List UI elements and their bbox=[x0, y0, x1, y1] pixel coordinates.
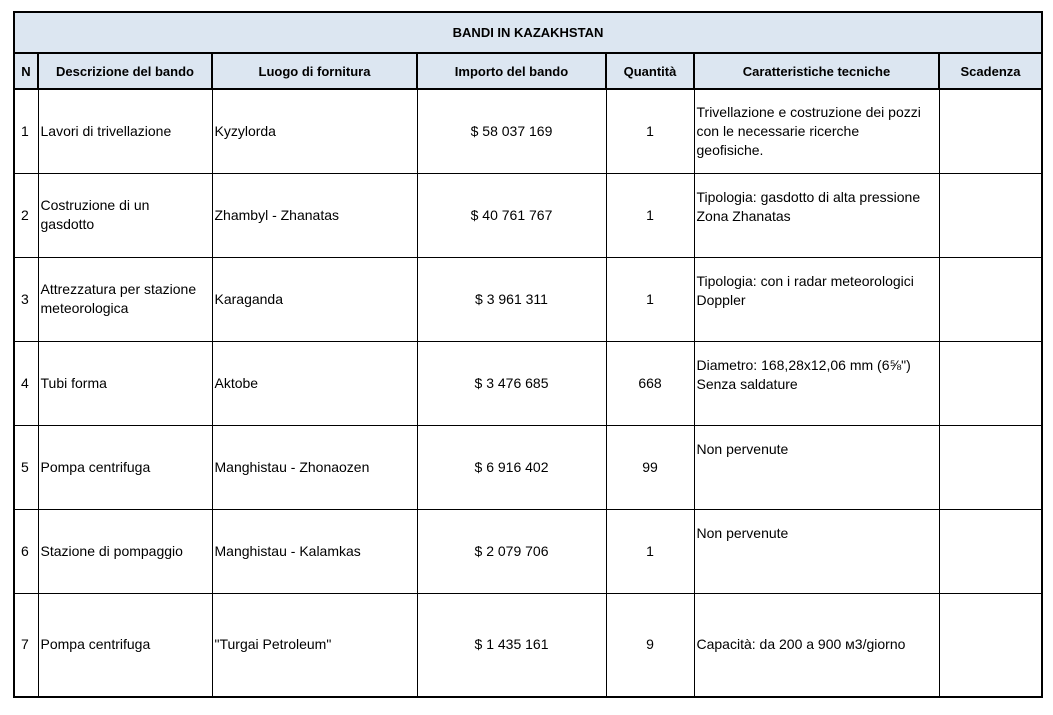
cell-n: 6 bbox=[14, 509, 38, 593]
cell-caratteristiche: Capacità: da 200 a 900 м3/giorno bbox=[694, 593, 939, 697]
cell-descrizione: Stazione di pompaggio bbox=[38, 509, 212, 593]
cell-descrizione: Attrezzatura per stazione meteorologica bbox=[38, 257, 212, 341]
cell-importo: $ 3 476 685 bbox=[417, 341, 606, 425]
cell-caratteristiche: Non pervenute bbox=[694, 509, 939, 593]
table-row bbox=[14, 341, 1042, 425]
header-caratteristiche: Caratteristiche tecniche bbox=[694, 53, 939, 89]
cell-importo: $ 2 079 706 bbox=[417, 509, 606, 593]
cell-n: 1 bbox=[14, 89, 38, 173]
tenders-table bbox=[13, 11, 1043, 698]
table-row bbox=[14, 425, 1042, 509]
header-n: N bbox=[14, 53, 38, 89]
cell-importo: $ 40 761 767 bbox=[417, 173, 606, 257]
header-importo: Importo del bando bbox=[417, 53, 606, 89]
cell-caratteristiche: Tipologia: con i radar meteorologici Doppler bbox=[694, 257, 939, 341]
cell-n: 4 bbox=[14, 341, 38, 425]
cell-quantita: 1 bbox=[606, 257, 694, 341]
cell-luogo: Kyzylorda bbox=[212, 89, 417, 173]
cell-scadenza bbox=[939, 173, 1042, 257]
cell-descrizione: Pompa centrifuga bbox=[38, 593, 212, 697]
cell-n: 3 bbox=[14, 257, 38, 341]
cell-quantita: 1 bbox=[606, 173, 694, 257]
cell-importo: $ 6 916 402 bbox=[417, 425, 606, 509]
cell-luogo: Manghistau - Kalamkas bbox=[212, 509, 417, 593]
table-row bbox=[14, 593, 1042, 697]
cell-scadenza bbox=[939, 89, 1042, 173]
cell-descrizione: Pompa centrifuga bbox=[38, 425, 212, 509]
cell-importo: $ 58 037 169 bbox=[417, 89, 606, 173]
table-row bbox=[14, 509, 1042, 593]
header-luogo: Luogo di fornitura bbox=[212, 53, 417, 89]
cell-scadenza bbox=[939, 593, 1042, 697]
cell-descrizione: Tubi forma bbox=[38, 341, 212, 425]
cell-scadenza bbox=[939, 425, 1042, 509]
cell-quantita: 9 bbox=[606, 593, 694, 697]
cell-quantita: 1 bbox=[606, 89, 694, 173]
cell-descrizione: Costruzione di un gasdotto bbox=[38, 173, 212, 257]
cell-importo: $ 3 961 311 bbox=[417, 257, 606, 341]
cell-luogo: Aktobe bbox=[212, 341, 417, 425]
cell-luogo: Karaganda bbox=[212, 257, 417, 341]
cell-n: 5 bbox=[14, 425, 38, 509]
header-row bbox=[14, 53, 1042, 89]
cell-n: 2 bbox=[14, 173, 38, 257]
cell-quantita: 1 bbox=[606, 509, 694, 593]
cell-caratteristiche: Trivellazione e costruzione dei pozzi con le necessarie ricerche geofisiche. bbox=[694, 89, 939, 173]
header-scadenza: Scadenza bbox=[939, 53, 1042, 89]
cell-quantita: 99 bbox=[606, 425, 694, 509]
title-row bbox=[14, 12, 1042, 53]
cell-quantita: 668 bbox=[606, 341, 694, 425]
tender-sheet bbox=[13, 11, 1041, 693]
cell-scadenza bbox=[939, 341, 1042, 425]
cell-importo: $ 1 435 161 bbox=[417, 593, 606, 697]
cell-luogo: Zhambyl - Zhanatas bbox=[212, 173, 417, 257]
cell-luogo: Manghistau - Zhonaozen bbox=[212, 425, 417, 509]
cell-descrizione: Lavori di trivellazione bbox=[38, 89, 212, 173]
table-row bbox=[14, 173, 1042, 257]
cell-caratteristiche: Tipologia: gasdotto di alta pressione Zona Zhanatas bbox=[694, 173, 939, 257]
header-descrizione: Descrizione del bando bbox=[38, 53, 212, 89]
cell-luogo: "Turgai Petroleum" bbox=[212, 593, 417, 697]
cell-n: 7 bbox=[14, 593, 38, 697]
table-title: BANDI IN KAZAKHSTAN bbox=[14, 12, 1042, 53]
cell-caratteristiche: Diametro: 168,28x12,06 mm (6⅝") Senza saldature bbox=[694, 341, 939, 425]
header-quantita: Quantità bbox=[606, 53, 694, 89]
cell-scadenza bbox=[939, 509, 1042, 593]
table-row bbox=[14, 257, 1042, 341]
cell-scadenza bbox=[939, 257, 1042, 341]
table-row bbox=[14, 89, 1042, 173]
cell-caratteristiche: Non pervenute bbox=[694, 425, 939, 509]
